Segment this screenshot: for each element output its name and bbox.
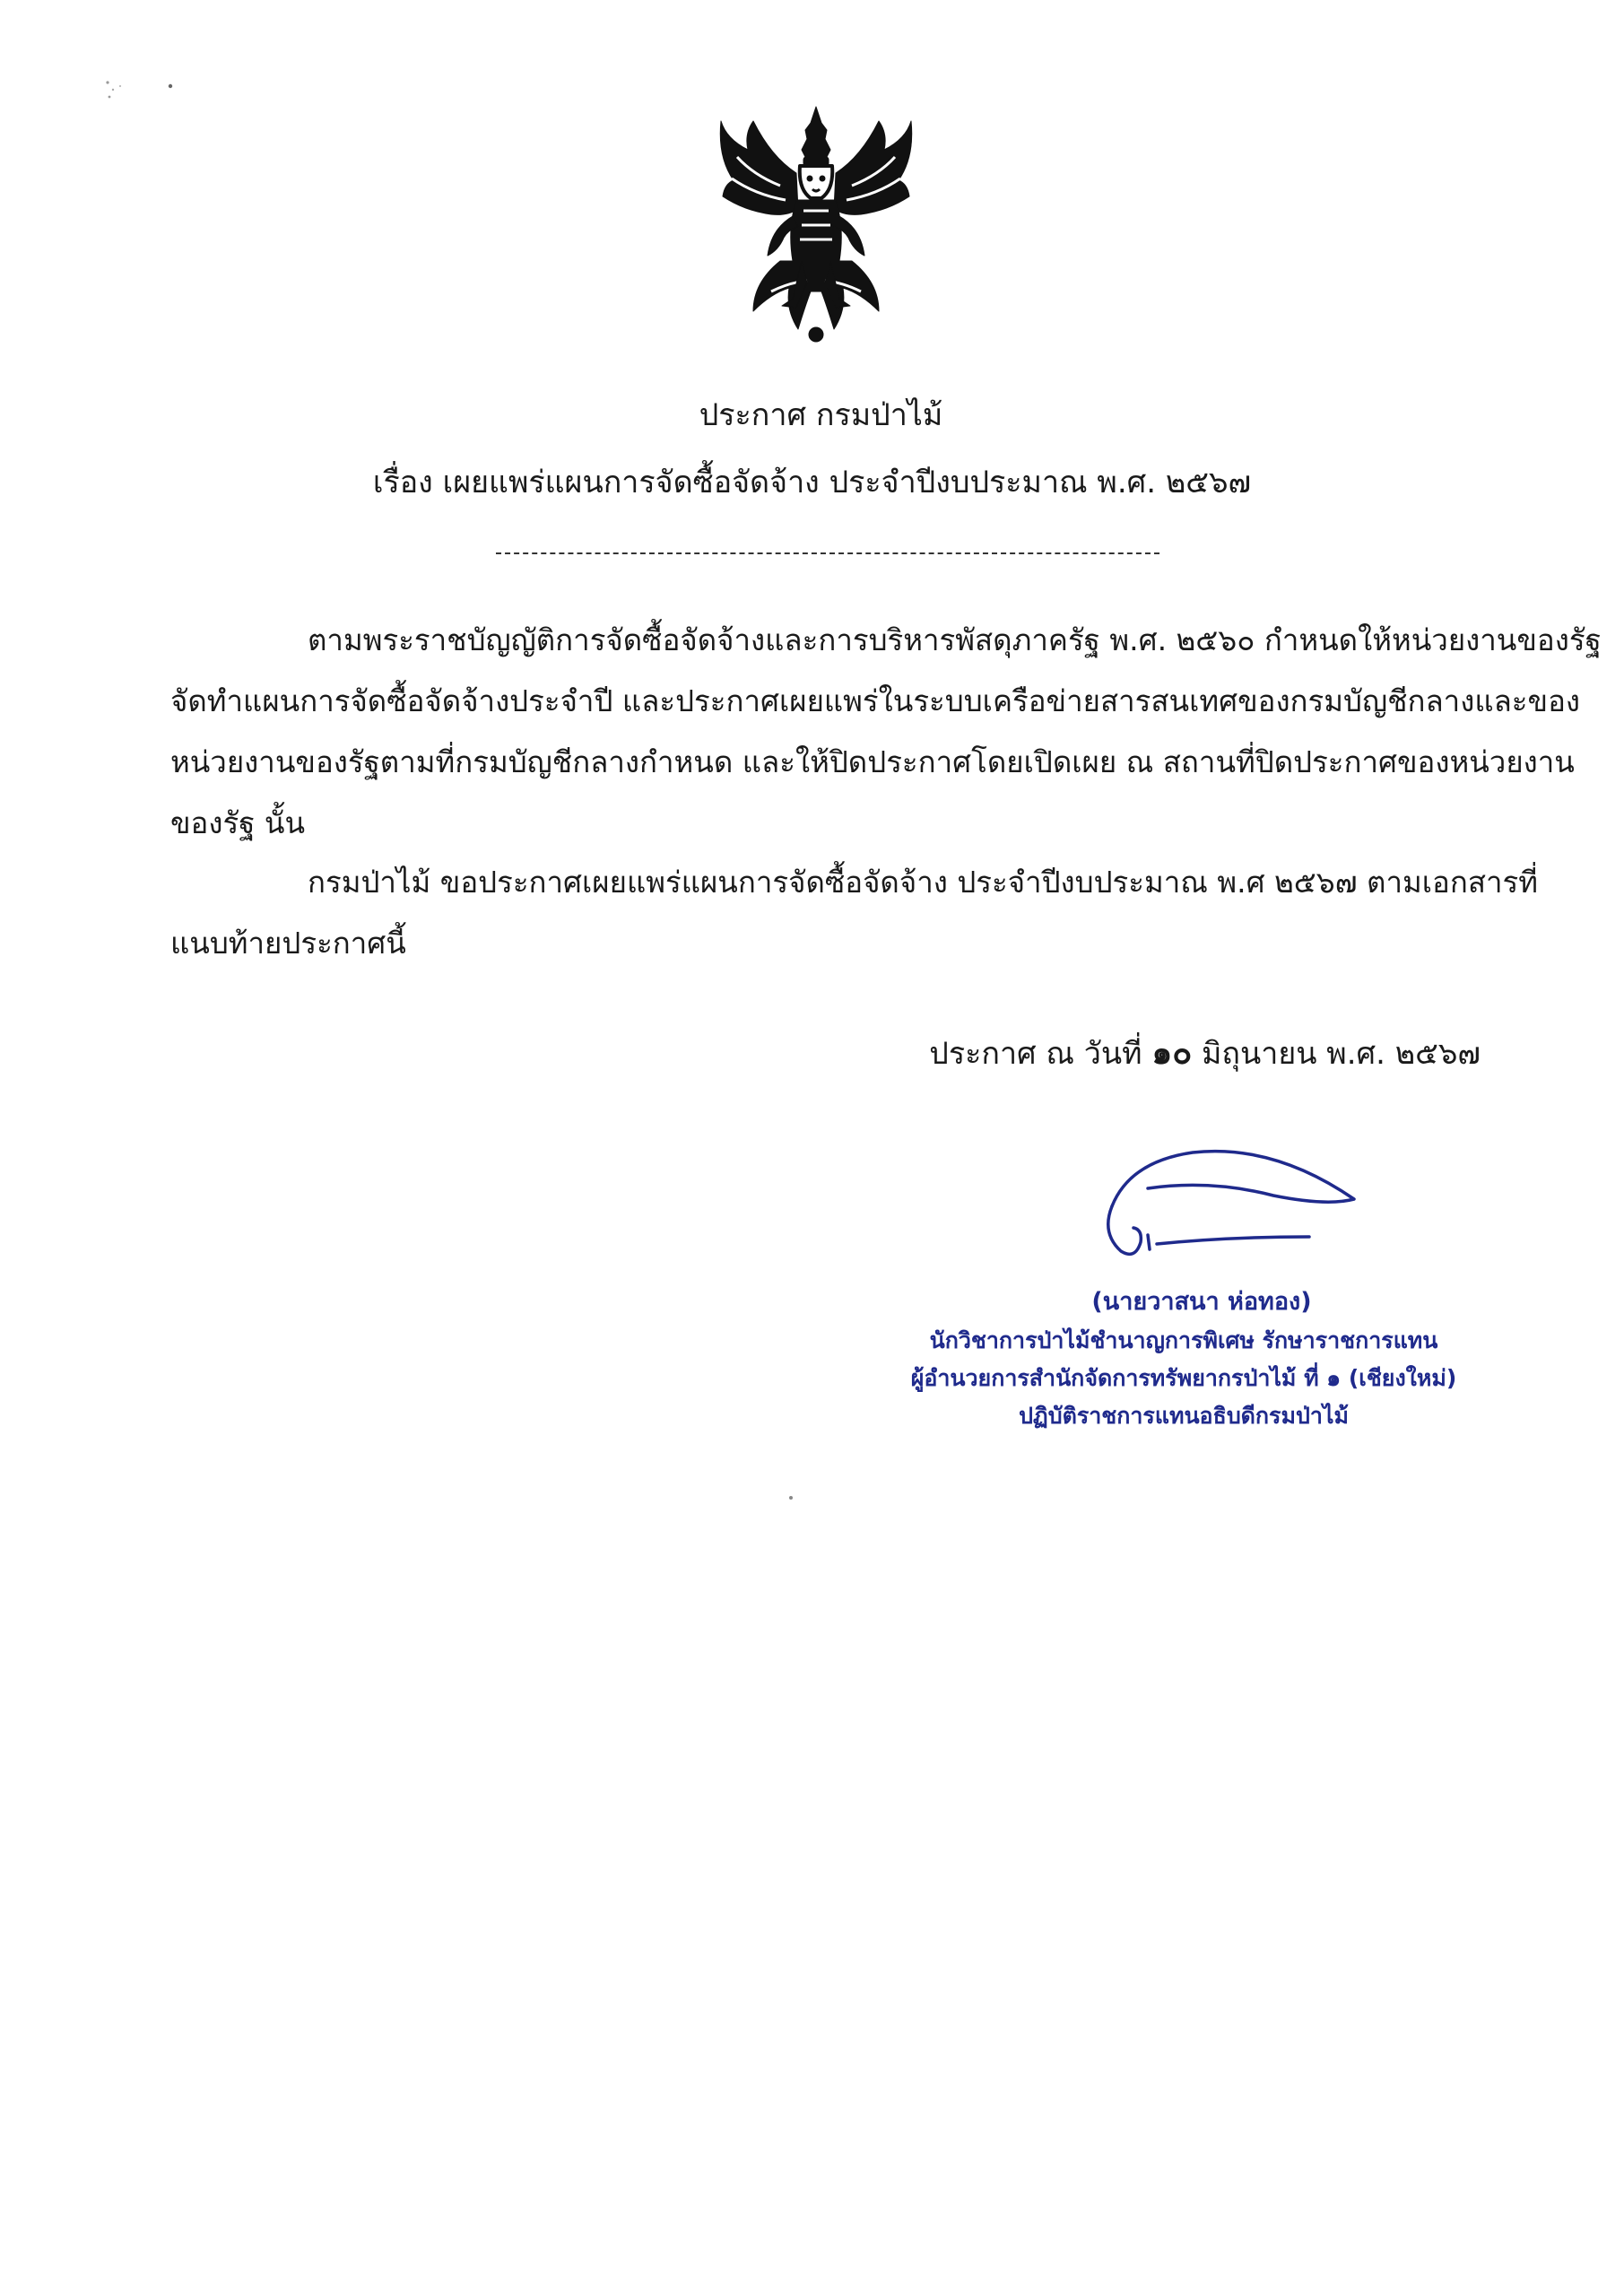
- signatory-position: นักวิชาการป่าไม้ชำนาญการพิเศษ รักษาราชการแทน: [929, 1327, 1438, 1353]
- date-prefix: ประกาศ ณ วันที่: [929, 1036, 1142, 1072]
- paragraph-line: ตามพระราชบัญญัติการจัดซื้อจัดจ้างและการบริหารพัสดุภาครัฐ พ.ศ. ๒๕๖๐ กำหนดให้หน่วยงานของรัฐ: [308, 622, 1602, 657]
- handwritten-signature: [1094, 1144, 1363, 1278]
- garuda-emblem-icon: [717, 103, 915, 345]
- paragraph-line: หน่วยงานของรัฐตามที่กรมบัญชีกลางกำหนด และให้ปิดประกาศโดยเปิดเผย ณ สถานที่ปิดประกาศของหน่วยงาน: [170, 744, 1575, 779]
- date-suffix: มิถุนายน พ.ศ. ๒๕๖๗: [1201, 1036, 1481, 1072]
- announcement-subject-title: เรื่อง เผยแพร่แผนการจัดซื้อจัดจ้าง ประจำปีงบประมาณ พ.ศ. ๒๕๖๗: [372, 465, 1252, 500]
- announcement-date: [929, 1031, 1481, 1076]
- scan-noise-marks: [90, 72, 188, 117]
- announcement-agency-title: ประกาศ กรมป่าไม้: [699, 397, 943, 433]
- body-paragraph-2: [170, 852, 1538, 974]
- paragraph-line: ของรัฐ นั้น: [170, 805, 306, 840]
- signatory-block: [879, 1283, 1489, 1435]
- heading-divider: [496, 552, 1159, 554]
- body-paragraph-1: [170, 610, 1602, 854]
- paragraph-line: จัดทำแผนการจัดซื้อจัดจ้างประจำปี และประกาศเผยแพร่ในระบบเครือข่ายสารสนเทศของกรมบัญชีกลางและของ: [170, 683, 1581, 718]
- scan-noise-dot: [789, 1496, 793, 1500]
- date-day: ๑๐: [1151, 1035, 1193, 1072]
- signatory-name: (นายวาสนา ห่อทอง): [1091, 1288, 1312, 1316]
- paragraph-line: กรมป่าไม้ ขอประกาศเผยแพร่แผนการจัดซื้อจัดจ้าง ประจำปีงบประมาณ พ.ศ ๒๕๖๗ ตามเอกสารที่: [308, 865, 1538, 900]
- signatory-position: ผู้อำนวยการสำนักจัดการทรัพยากรป่าไม้ ที่ ๑ (เชียงใหม่): [910, 1365, 1457, 1391]
- signatory-position: ปฏิบัติราชการแทนอธิบดีกรมป่าไม้: [1019, 1403, 1349, 1429]
- paragraph-line: แนบท้ายประกาศนี้: [170, 926, 406, 961]
